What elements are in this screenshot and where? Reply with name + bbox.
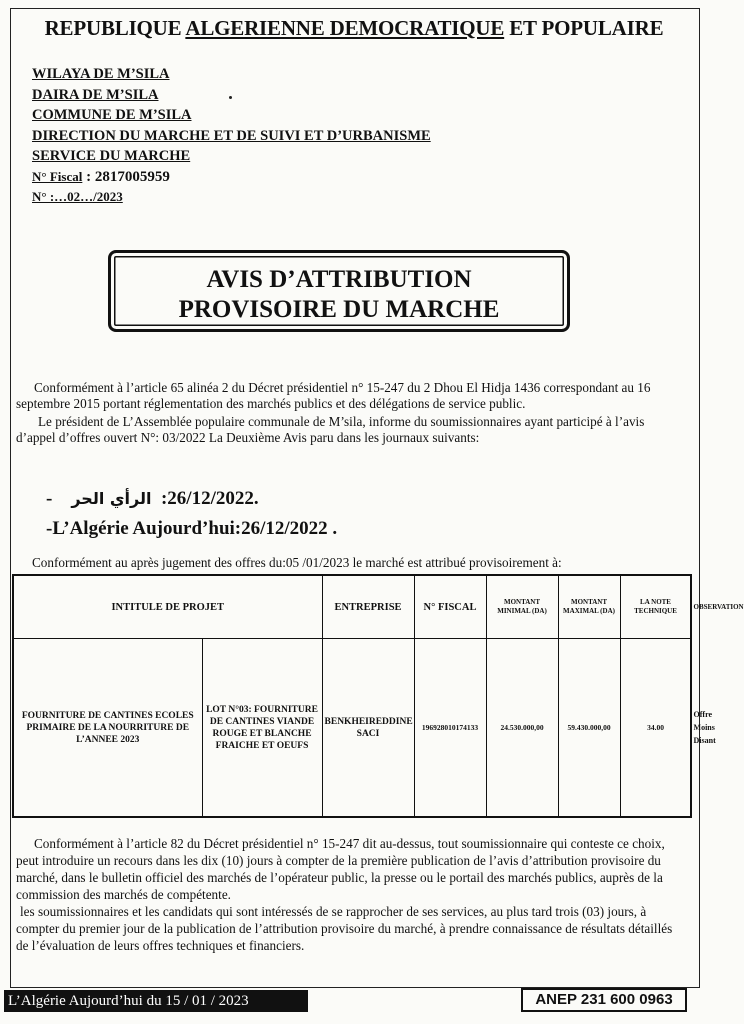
attribution-intro: Conformément au après jugement des offres du:05 /01/2023 le marché est attribué provisoirement à: xyxy=(32,555,562,570)
table-row: FOURNITURE DE CANTINES ECOLES PRIMAIRE DE LA NOURRITURE DE L’ANNEE 2023 LOT N°03: FOURNITURE DE CANTINES VIANDE ROUGE ET BLANCHE FRAICHE ET OEUFS BENKHEIREDDINE SACI 196928010174133 24.530.000,00 59.430.000,00 34.00 Offre Moins Disant xyxy=(13,639,691,818)
cell-project: FOURNITURE DE CANTINES ECOLES PRIMAIRE DE LA NOURRITURE DE L’ANNEE 2023 xyxy=(13,639,202,818)
issuer-line-wilaya: WILAYA DE M’SILA xyxy=(32,66,170,82)
document-number: N° :…02…/2023 xyxy=(32,189,123,204)
paragraph-consultation: les soumissionnaires et les candidats qui sont intéressés de se rapprocher de ses services, au plus tard trois (03) jours, à compter du premier jour de la publication de l’attribution provisoire du marché, à prendre connaissance de résultats détaillés de l’évaluation de leurs offres techniques et financiers. xyxy=(16,904,673,953)
notice-title-line2: PROVISOIRE DU MARCHE xyxy=(178,296,500,323)
header-project: INTITULE DE PROJET xyxy=(13,575,322,639)
appeal-section xyxy=(16,835,686,954)
paragraph-decree: Conformément à l’article 65 alinéa 2 du Décret présidentiel n° 15-247 du 2 Dhou El Hidja 1436 correspondant au 16 septembre 2015 portant réglementation des marchés publics et des délégations de service public. xyxy=(16,380,651,411)
issuer-line-service: SERVICE DU MARCHE xyxy=(32,148,191,164)
table-header-row: INTITULE DE PROJET ENTREPRISE N° FISCAL MONTANT MINIMAL (DA) MONTANT MAXIMAL (DA) LA NOTE TECHNIQUE OBSERVATION xyxy=(13,575,691,639)
journals-list xyxy=(46,484,686,544)
fiscal-number: N° Fiscal : 2817005959 xyxy=(32,168,170,185)
header-fiscal: N° FISCAL xyxy=(414,575,486,639)
notice-title-line1: AVIS D’ATTRIBUTION xyxy=(206,266,472,293)
header-note: LA NOTE TECHNIQUE xyxy=(620,575,691,639)
notice-title-box xyxy=(108,250,570,332)
paragraph-appeal: Conformément à l’article 82 du Décret présidentiel n° 15-247 dit au-dessus, tout soumissionnaire qui conteste ce choix, peut introduire un recours dans les dix (10) jours à compter de la première publication de l’avis d’attribution provisoire du marché, dans le bulletin officiel des marchés de l’opérateur public, la presse ou le portail des marchés publics, auprès de la commission des marchés de compétente. xyxy=(16,836,665,902)
cell-company: BENKHEIREDDINE SACI xyxy=(322,639,414,818)
journal-1: - الرأي الحر :26/12/2022. xyxy=(46,488,259,509)
issuer-block xyxy=(32,64,431,208)
republic-heading: REPUBLIQUE ALGERIENNE DEMOCRATIQUE ET POPULAIRE xyxy=(44,16,664,40)
cell-max: 59.430.000,00 xyxy=(558,639,620,818)
cell-lot: LOT N°03: FOURNITURE DE CANTINES VIANDE ROUGE ET BLANCHE FRAICHE ET OEUFS xyxy=(202,639,322,818)
issuer-line-commune: COMMUNE DE M’SILA xyxy=(32,107,192,123)
cell-min: 24.530.000,00 xyxy=(486,639,558,818)
anep-reference: ANEP 231 600 0963 xyxy=(521,988,687,1012)
cell-fiscal: 196928010174133 xyxy=(414,639,486,818)
header-company: ENTREPRISE xyxy=(322,575,414,639)
attribution-table xyxy=(12,574,744,818)
issuer-line-direction: DIRECTION DU MARCHE ET DE SUIVI ET D’URBANISME xyxy=(32,127,431,144)
header-max: MONTANT MAXIMAL (DA) xyxy=(558,575,620,639)
header-min: MONTANT MINIMAL (DA) xyxy=(486,575,558,639)
publication-footer: L’Algérie Aujourd’hui du 15 / 01 / 2023 xyxy=(4,990,308,1012)
speck-mark xyxy=(229,96,232,99)
journal-2: -L’Algérie Aujourd’hui:26/12/2022 . xyxy=(46,518,338,539)
issuer-line-daira: DAIRA DE M’SILA xyxy=(32,86,159,103)
paragraph-president: Le président de L’Assemblée populaire communale de M’sila, informe du soumissionnaires ayant participé à l’avis d’appel d’offres ouvert N°: 03/2022 La Deuxième Avis paru dans les journaux suivants: xyxy=(16,414,645,445)
cell-note: 34.00 xyxy=(620,639,691,818)
legal-reference xyxy=(16,380,686,446)
